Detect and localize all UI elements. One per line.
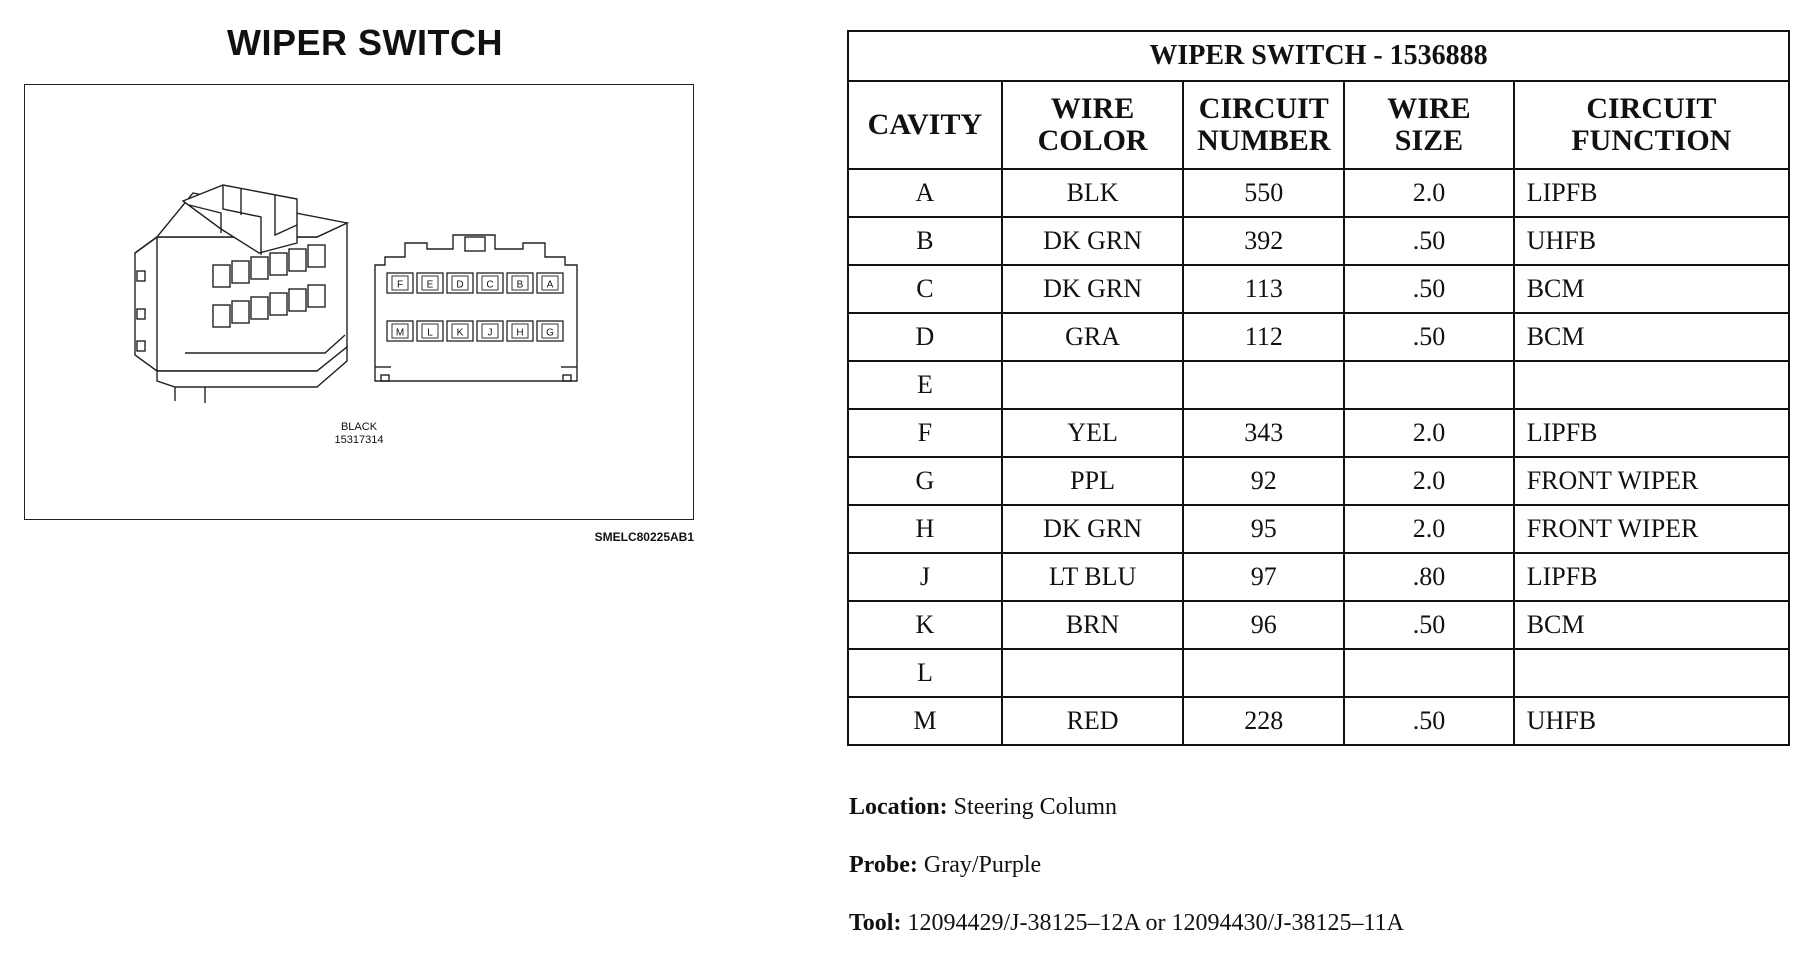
cavity-label-c: C [486,279,494,291]
connector-drawing [25,85,695,521]
cell-cavity: F [848,409,1002,457]
cell-cavity: H [848,505,1002,553]
cell-cavity: A [848,169,1002,217]
table-row [848,409,1789,457]
cavity-label-f: F [396,279,404,291]
cell-wire-size: .50 [1344,601,1513,649]
header-wire-size: WIRE SIZE [1344,81,1513,169]
tool-note [849,910,1404,937]
cell-cavity: L [848,649,1002,697]
cell-circuit-number: 92 [1183,457,1344,505]
header-cavity: CAVITY [848,81,1002,169]
location-value: Steering Column [953,794,1117,820]
table-row [848,265,1789,313]
cavity-label-m: M [395,327,405,339]
cell-circuit-function: BCM [1514,601,1789,649]
cell-wire-color [1002,649,1184,697]
cavity-label-b: B [516,279,524,291]
diagram-title: WIPER SWITCH [227,22,503,63]
cavity-label-g: G [546,327,554,339]
cell-cavity: C [848,265,1002,313]
cavity-label-d: D [456,279,464,291]
cell-circuit-number: 95 [1183,505,1344,553]
cell-circuit-number: 228 [1183,697,1344,745]
figure-code: SMELC80225AB1 [594,530,694,544]
cell-wire-color: DK GRN [1002,265,1184,313]
cell-circuit-function: UHFB [1514,697,1789,745]
cavity-label-a: A [546,279,554,291]
cell-circuit-number: 113 [1183,265,1344,313]
cell-cavity: D [848,313,1002,361]
cavity-label-k: K [456,327,464,339]
cell-wire-size: .50 [1344,265,1513,313]
header-circuit-number: CIRCUIT NUMBER [1183,81,1344,169]
cell-wire-size: .50 [1344,217,1513,265]
probe-label: Probe: [849,852,918,878]
table-title: WIPER SWITCH - 1536888 [848,31,1789,81]
cell-wire-color: LT BLU [1002,553,1184,601]
cell-circuit-function: LIPFB [1514,553,1789,601]
location-note [849,794,1117,821]
cell-circuit-function: BCM [1514,265,1789,313]
pinout-table [847,30,1790,746]
cell-wire-size: 2.0 [1344,169,1513,217]
cell-cavity: B [848,217,1002,265]
header-wire-color: WIRE COLOR [1002,81,1184,169]
cell-cavity: E [848,361,1002,409]
cell-cavity: J [848,553,1002,601]
cell-cavity: M [848,697,1002,745]
cell-circuit-function: UHFB [1514,217,1789,265]
cell-wire-color: DK GRN [1002,505,1184,553]
cell-circuit-function: LIPFB [1514,409,1789,457]
cell-wire-color: BLK [1002,169,1184,217]
cell-circuit-function [1514,361,1789,409]
probe-value: Gray/Purple [923,852,1042,878]
cavity-label-l: L [427,327,433,339]
cell-circuit-function: LIPFB [1514,169,1789,217]
cell-cavity: K [848,601,1002,649]
probe-note [849,852,1041,879]
cell-wire-color: BRN [1002,601,1184,649]
cell-circuit-number: 112 [1183,313,1344,361]
cell-wire-size: .50 [1344,697,1513,745]
cell-circuit-function: BCM [1514,313,1789,361]
cell-circuit-number [1183,361,1344,409]
connector-face-view [375,235,577,381]
connector-color: BLACK [340,421,378,433]
table-row [848,649,1789,697]
cell-circuit-function [1514,649,1789,697]
cell-wire-color: RED [1002,697,1184,745]
cell-wire-color: YEL [1002,409,1184,457]
cell-circuit-function: FRONT WIPER [1514,505,1789,553]
cell-wire-size: 2.0 [1344,409,1513,457]
table-row [848,553,1789,601]
cell-wire-size [1344,361,1513,409]
table-row [848,313,1789,361]
cell-circuit-number [1183,649,1344,697]
cell-wire-size [1344,649,1513,697]
table-row [848,697,1789,745]
cell-cavity: G [848,457,1002,505]
cell-wire-color: DK GRN [1002,217,1184,265]
cell-circuit-number: 550 [1183,169,1344,217]
table-row [848,361,1789,409]
cavity-label-e: E [426,279,434,291]
cell-wire-size: .50 [1344,313,1513,361]
cell-circuit-function: FRONT WIPER [1514,457,1789,505]
cavity-label-j: J [487,327,493,339]
connector-3d-view [135,185,347,403]
table-row [848,601,1789,649]
cell-wire-color: GRA [1002,313,1184,361]
cell-wire-color [1002,361,1184,409]
cell-wire-size: 2.0 [1344,505,1513,553]
cell-circuit-number: 96 [1183,601,1344,649]
cell-wire-size: .80 [1344,553,1513,601]
header-circuit-function: CIRCUIT FUNCTION [1514,81,1789,169]
cell-circuit-number: 343 [1183,409,1344,457]
table-row [848,217,1789,265]
cell-circuit-number: 97 [1183,553,1344,601]
cavity-label-h: H [516,327,524,339]
location-label: Location: [849,794,948,820]
table-row [848,457,1789,505]
table-row [848,505,1789,553]
tool-label: Tool: [849,910,902,936]
tool-value: 12094429/J-38125–12A or 12094430/J-38125–11A [907,910,1404,936]
connector-diagram [24,84,694,520]
connector-part-number: 15317314 [334,434,384,446]
table-row [848,169,1789,217]
cell-wire-color: PPL [1002,457,1184,505]
cell-wire-size: 2.0 [1344,457,1513,505]
cell-circuit-number: 392 [1183,217,1344,265]
